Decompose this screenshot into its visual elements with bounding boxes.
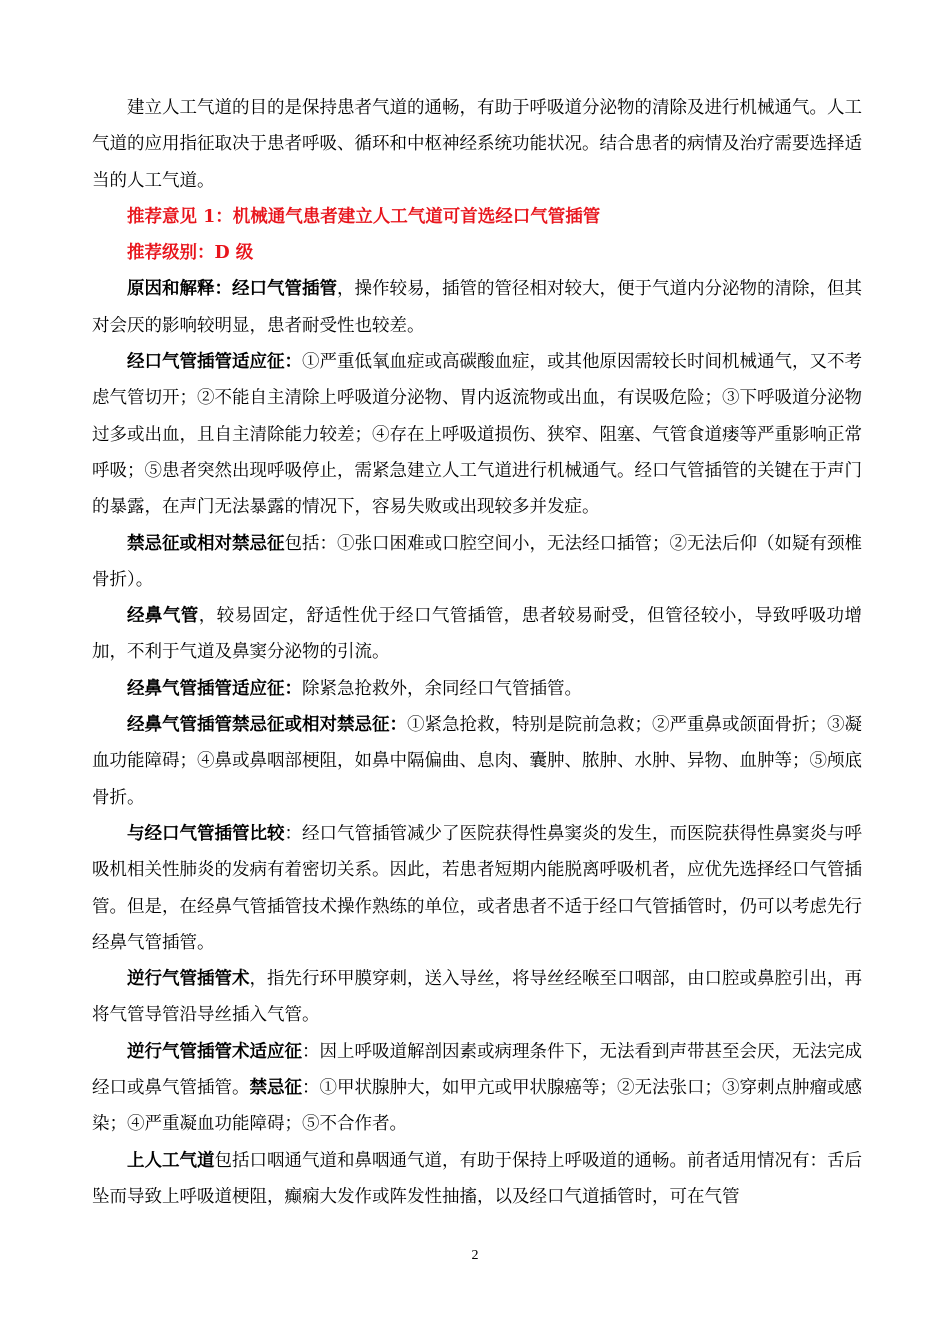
paragraph-label: 逆行气管插管术 [127,969,250,990]
paragraph-comparison [92,816,862,961]
paragraph-label: 原因和解释：经口气管插管 [127,279,337,300]
paragraph-retrograde-indications [92,1034,862,1143]
paragraph-retrograde [92,961,862,1034]
page-number: 2 [471,1248,479,1263]
paragraph-reason [92,271,862,344]
paragraph-label: 上人工气道 [127,1150,215,1171]
paragraph-contraindications [92,526,862,599]
recommendation-1: 推荐意见 1：机械通气患者建立人工气道可首选经口气管插管 [127,206,601,227]
paragraph-text: 包括：①张口困难或口腔空间小，无法经口插管；②无法后仰（如疑有颈椎骨折）。 [92,533,862,590]
paragraph-text: ①紧急抢救，特别是院前急救；②严重鼻或颌面骨折；③凝血功能障碍；④鼻或鼻咽部梗阻，如鼻中隔偏曲、息肉、囊肿、脓肿、水肿、异物、血肿等；⑤颅底骨折。 [92,715,862,808]
paragraph-label: 经鼻气管插管禁忌征或相对禁忌征： [127,715,407,736]
paragraph-text: ：因上呼吸道解剖因素或病理条件下，无法看到声带甚至会厌，无法完成经口或鼻气管插管。 [92,1041,862,1099]
paragraph-upper-airway [92,1143,862,1216]
intro-paragraph: 建立人工气道的目的是保持患者气道的通畅，有助于呼吸道分泌物的清除及进行机械通气。人工气道的应用指征取决于患者呼吸、循环和中枢神经系统功能状况。结合患者的病情及治疗需要选择适当的人工气道。 [92,98,862,191]
paragraph-label: 逆行气管插管术适应征 [127,1041,302,1062]
paragraph-label: 与经口气管插管比较 [127,823,285,844]
paragraph-text: ①严重低氧血症或高碳酸血症，或其他原因需较长时间机械通气，又不考虑气管切开；②不能自主清除上呼吸道分泌物、胃内返流物或出血，有误吸危险；③下呼吸道分泌物过多或出血，且自主清除能力较差；④存在上呼吸道损伤、狭窄、阻塞、气管食道瘘等严重影响正常呼吸；⑤患者突然出现呼吸停止，需紧急建立人工气道进行机械通气。经口气管插管的关键在于声门的暴露，在声门无法暴露的情况下，容易失败或出现较多并发症。 [92,352,862,518]
paragraph-text: ，指先行环甲膜穿刺，送入导丝，将导丝经喉至口咽部，由口腔或鼻腔引出，再将气管导管沿导丝插入气管。 [92,969,862,1026]
paragraph-nasal [92,598,862,671]
paragraph-text: ：经口气管插管减少了医院获得性鼻窦炎的发生，而医院获得性鼻窦炎与呼吸机相关性肺炎的发病有着密切关系。因此，若患者短期内能脱离呼吸机者，应优先选择经口气管插管。但是，在经鼻气管插管技术操作熟练的单位，或者患者不适于经口气管插管时，仍可以考虑先行经鼻气管插管。 [92,823,862,953]
paragraph-oral-indications [92,344,862,525]
paragraph-label: 经鼻气管插管适应征： [127,678,302,699]
recommendation-level: 推荐级别：D 级 [127,243,254,264]
paragraph-label-2: 禁忌征 [249,1078,302,1099]
paragraph-nasal-contraindications [92,707,862,816]
paragraph-text: 除紧急抢救外，余同经口气管插管。 [302,678,582,699]
paragraph-text: ，较易固定，舒适性优于经口气管插管，患者较易耐受，但管径较小，导致呼吸功增加，不利于气道及鼻窦分泌物的引流。 [92,606,862,663]
paragraph-text: 包括口咽通气道和鼻咽通气道，有助于保持上呼吸道的通畅。前者适用情况有：舌后坠而导致上呼吸道梗阻，癫痫大发作或阵发性抽搐，以及经口气道插管时，可在气管 [92,1150,862,1207]
paragraph-text-2: ：①甲状腺肿大，如甲亢或甲状腺癌等；②无法张口；③穿刺点肿瘤或感染；④严重凝血功能障碍；⑤不合作者。 [92,1078,862,1135]
paragraph-text: ，操作较易，插管的管径相对较大，便于气道内分泌物的清除，但其对会厌的影响较明显，患者耐受性也较差。 [92,279,862,336]
paragraph-nasal-indications [92,671,862,707]
paragraph-label: 经鼻气管 [127,606,199,627]
paragraph-label: 禁忌征或相对禁忌征 [127,533,285,554]
document-body [92,90,862,1215]
paragraph-label: 经口气管插管适应征： [127,352,302,373]
